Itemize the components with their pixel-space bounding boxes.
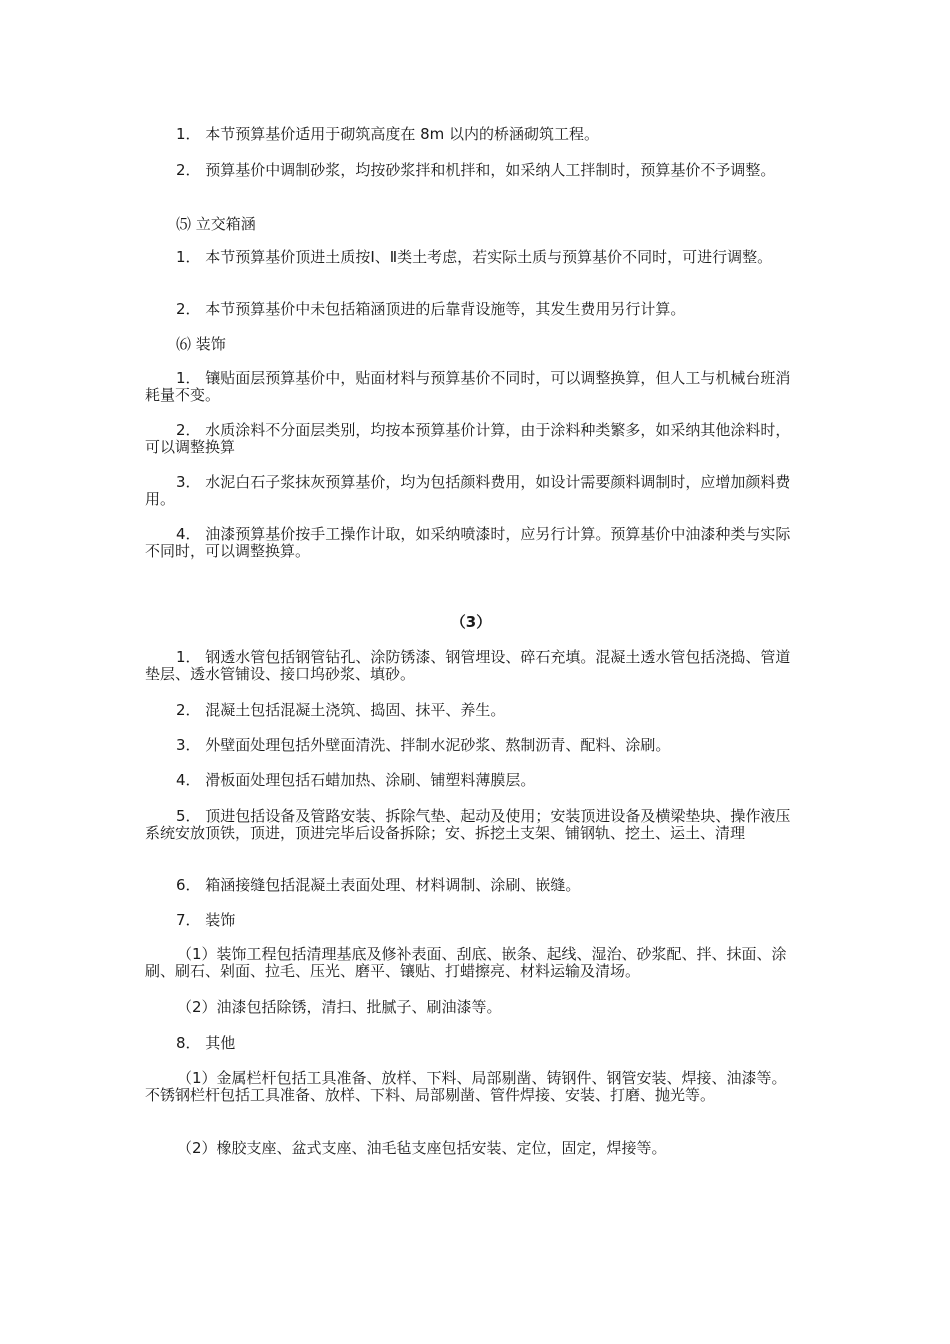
paragraph-6-2: 2． 水质涂料不分面层类别，均按本预算基价计算，由于涂料种类繁多，如采纳其他涂料时，可以调整换算	[145, 421, 791, 456]
paragraph-3-7: 7． 装饰	[176, 911, 236, 929]
document-page	[145, 0, 797, 1344]
paragraph-3-8: 8． 其他	[176, 1034, 236, 1052]
paragraph-3-7-2: （2）油漆包括除锈，清扫、批腻子、刷油漆等。	[177, 998, 502, 1016]
section-heading-3: （3）	[450, 613, 492, 631]
paragraph-6-4: 4． 油漆预算基价按手工操作计取，如采纳喷漆时，应另行计算。预算基价中油漆种类与实际不同时，可以调整换算。	[145, 525, 791, 560]
paragraph-3-2: 2． 混凝土包括混凝土浇筑、捣固、抹平、养生。	[176, 701, 506, 719]
paragraph-3-1: 1． 钢透水管包括钢管钻孔、涂防锈漆、钢管埋设、碎石充填。混凝土透水管包括浇捣、管道垫层、透水管铺设、接口坞砂浆、填砂。	[145, 648, 791, 683]
paragraph-3-3: 3． 外壁面处理包括外壁面清洗、拌制水泥砂浆、熬制沥青、配料、涂刷。	[176, 736, 671, 754]
paragraph-3-7-1: （1）装饰工程包括清理基底及修补表面、刮底、嵌条、起线、湿治、砂浆配、拌、抹面、涂刷、刷石、剁面、拉毛、压光、磨平、镶贴、打蜡擦亮、材料运输及清场。	[145, 945, 787, 980]
section-title-6: ⑹ 装饰	[176, 335, 226, 353]
section-title-5: ⑸ 立交箱涵	[176, 215, 256, 233]
paragraph-3-5: 5． 顶进包括设备及管路安装、拆除气垫、起动及使用；安装顶进设备及横梁垫块、操作液压系统安放顶铁，顶进，顶进完毕后设备拆除；安、拆挖土支架、铺钢轨、挖土、运土、清理	[145, 807, 791, 842]
paragraph-5-2: 2． 本节预算基价中未包括箱涵顶进的后靠背设施等，其发生费用另行计算。	[176, 300, 686, 318]
paragraph-6-1: 1． 镶贴面层预算基价中，贴面材料与预算基价不同时，可以调整换算，但人工与机械台班消耗量不变。	[145, 369, 791, 404]
paragraph-3-4: 4． 滑板面处理包括石蜡加热、涂刷、铺塑料薄膜层。	[176, 771, 536, 789]
paragraph-5-1: 1． 本节预算基价顶进土质按Ⅰ、Ⅱ类土考虑，若实际土质与预算基价不同时，可进行调整。	[176, 248, 773, 266]
paragraph-a-2: 2． 预算基价中调制砂浆，均按砂浆拌和机拌和，如采纳人工拌制时，预算基价不予调整。	[176, 161, 776, 179]
paragraph-3-8-2: （2）橡胶支座、盆式支座、油毛毡支座包括安装、定位，固定，焊接等。	[177, 1139, 667, 1157]
paragraph-a-1: 1． 本节预算基价适用于砌筑高度在 8m 以内的桥涵砌筑工程。	[176, 125, 600, 143]
paragraph-3-8-1: （1）金属栏杆包括工具准备、放样、下料、局部剔凿、铸钢件、钢管安装、焊接、油漆等。不锈钢栏杆包括工具准备、放样、下料、局部剔凿、管件焊接、安装、打磨、抛光等。	[145, 1069, 787, 1104]
paragraph-3-6: 6． 箱涵接缝包括混凝土表面处理、材料调制、涂刷、嵌缝。	[176, 876, 581, 894]
paragraph-6-3: 3． 水泥白石子浆抹灰预算基价，均为包括颜料费用，如设计需要颜料调制时，应增加颜料费用。	[145, 473, 791, 508]
